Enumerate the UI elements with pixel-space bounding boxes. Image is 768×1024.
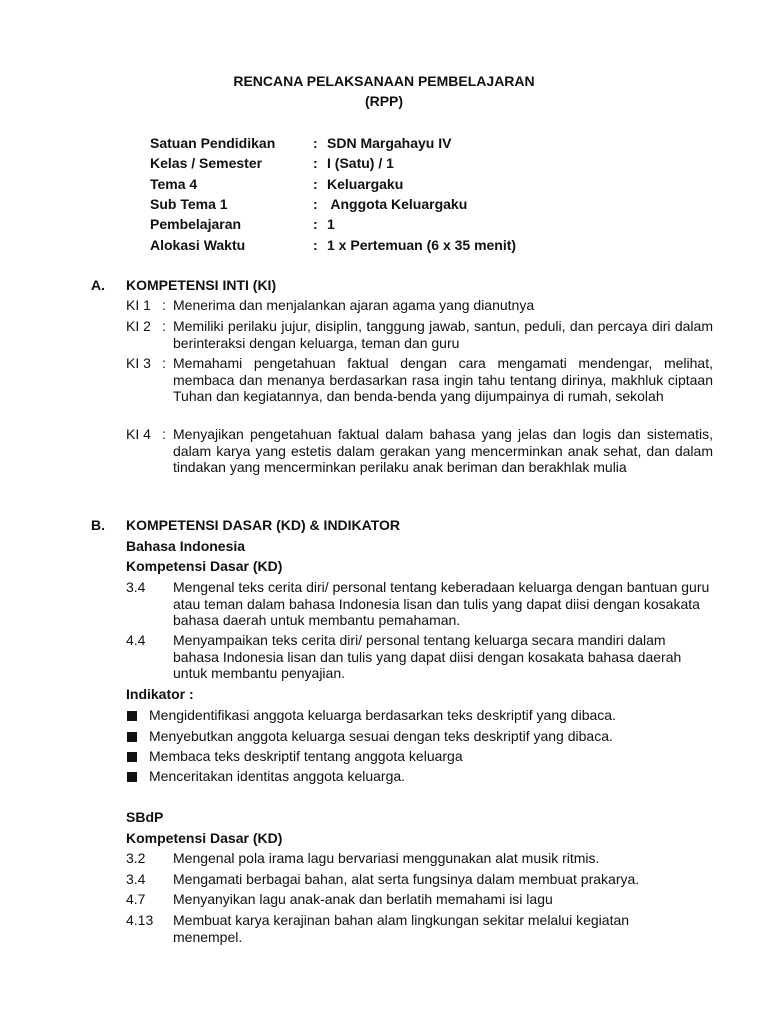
ki-code: KI 4 (126, 426, 151, 442)
kd-text: Menyampaikan teks cerita diri/ personal tentang keluarga secara mandiri dalam bahasa Indonesia lisan dan tulis yang dapat diisi dengan kosakata bahasa daerah untuk membantu penyajian. (173, 632, 682, 681)
identity-value: Keluargaku (327, 176, 404, 192)
ki-text: Memahami pengetahuan faktual dengan cara mengamati mendengar, melihat, membaca dan menanya berdasarkan rasa ingin tahu tentang dirinya, makhluk ciptaan Tuhan dan kegiatannya, dan benda-benda yang dijumpainya di rumah, sekolah (173, 355, 713, 404)
identity-colon: : (313, 196, 318, 212)
identity-value: SDN Margahayu IV (327, 135, 452, 151)
document-subtitle: (RPP) (364, 93, 404, 109)
ki-colon: : (162, 426, 166, 442)
kd-text: Membuat karya kerajinan bahan alam lingkungan sekitar melalui kegiatan menempel. (173, 912, 630, 945)
kd-text: Mengenal teks cerita diri/ personal tentang keberadaan keluarga dengan bantuan guru atau teman dalam bahasa Indonesia lisan dan tulis yang dapat diisi dengan kosakata bahasa daerah untuk membantu pemahaman. (173, 579, 710, 628)
square-bullet-icon (127, 772, 137, 782)
kd-text: Menyanyikan lagu anak-anak dan berlatih memahami isi lagu (173, 891, 553, 907)
ki-colon: : (162, 297, 166, 313)
identity-colon: : (313, 216, 318, 232)
indicator-text: Mengidentifikasi anggota keluarga berdasarkan teks deskriptif yang dibaca. (149, 707, 616, 723)
subject-bahasa-indonesia: Bahasa Indonesia (126, 538, 246, 554)
indicator-text: Menceritakan identitas anggota keluarga. (149, 768, 406, 784)
identity-value: 1 (327, 216, 335, 232)
identity-value: Anggota Keluargaku (327, 196, 468, 212)
ki-text: Menyajikan pengetahuan faktual dalam bahasa yang jelas dan logis dan sistematis, dalam karya yang estetis dalam gerakan yang mencerminkan anak sehat, dan dalam tindakan yang mencerminkan perilaku anak beriman dan berakhlak mulia (173, 426, 713, 475)
kd-text: Mengamati berbagai bahan, alat serta fungsinya dalam membuat prakarya. (173, 871, 640, 887)
ki-code: KI 1 (126, 297, 151, 313)
kd-heading: Kompetensi Dasar (KD) (126, 830, 283, 846)
identity-value: 1 x Pertemuan (6 x 35 menit) (327, 237, 517, 253)
identity-label: Satuan Pendidikan (150, 135, 276, 151)
identity-label: Sub Tema 1 (150, 196, 228, 212)
indicator-heading: Indikator : (126, 686, 194, 702)
identity-colon: : (313, 176, 318, 192)
identity-value: I (Satu) / 1 (327, 155, 394, 171)
kd-code: 3.4 (126, 579, 146, 595)
ki-text: Menerima dan menjalankan ajaran agama yang dianutnya (173, 297, 535, 313)
document-title: RENCANA PELAKSANAAN PEMBELAJARAN (233, 73, 535, 89)
ki-colon: : (162, 318, 166, 334)
ki-code: KI 3 (126, 355, 151, 371)
identity-label: Alokasi Waktu (150, 237, 246, 253)
section-title: KOMPETENSI DASAR (KD) & INDIKATOR (126, 517, 401, 533)
indicator-text: Membaca teks deskriptif tentang anggota keluarga (149, 748, 463, 764)
indicator-text: Menyebutkan anggota keluarga sesuai dengan teks deskriptif yang dibaca. (149, 728, 613, 744)
section-letter: A. (91, 277, 105, 293)
kd-heading: Kompetensi Dasar (KD) (126, 558, 283, 574)
identity-label: Kelas / Semester (150, 155, 263, 171)
ki-colon: : (162, 355, 166, 371)
kd-code: 4.7 (126, 891, 146, 907)
kd-code: 3.4 (126, 871, 146, 887)
section-letter: B. (91, 517, 105, 533)
subject-sbdp: SBdP (126, 809, 164, 825)
square-bullet-icon (127, 732, 137, 742)
ki-text: Memiliki perilaku jujur, disiplin, tanggung jawab, santun, peduli, dan percaya diri dalam berinteraksi dengan keluarga, teman dan guru (173, 318, 713, 351)
ki-code: KI 2 (126, 318, 151, 334)
section-title: KOMPETENSI INTI (KI) (126, 277, 277, 293)
kd-text: Mengenal pola irama lagu bervariasi menggunakan alat musik ritmis. (173, 850, 600, 866)
square-bullet-icon (127, 752, 137, 762)
square-bullet-icon (127, 711, 137, 721)
kd-code: 4.4 (126, 632, 146, 648)
identity-label: Tema 4 (150, 176, 198, 192)
identity-label: Pembelajaran (150, 216, 242, 232)
kd-code: 3.2 (126, 850, 146, 866)
identity-colon: : (313, 135, 318, 151)
kd-code: 4.13 (126, 912, 154, 928)
identity-colon: : (313, 237, 318, 253)
identity-colon: : (313, 155, 318, 171)
